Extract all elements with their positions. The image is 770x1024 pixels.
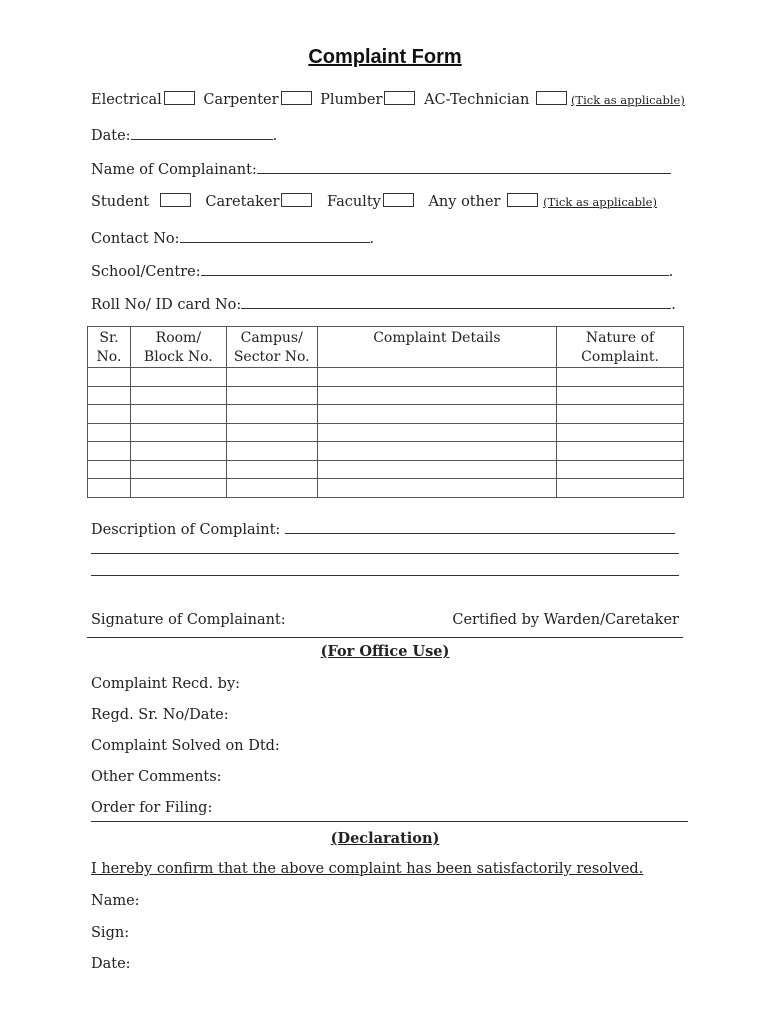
school-end: .	[668, 264, 674, 280]
name-field[interactable]	[257, 159, 671, 174]
role-faculty-label: Faculty	[327, 194, 381, 210]
header-sr-no: Sr. No.	[88, 327, 131, 368]
category-row	[91, 91, 685, 108]
description-field[interactable]	[285, 519, 675, 534]
description-row	[91, 519, 675, 538]
office-field-solved: Complaint Solved on Dtd:	[91, 738, 280, 754]
table-cell[interactable]	[130, 386, 226, 405]
complaint-table	[87, 326, 684, 498]
header-complaint-details: Complaint Details	[317, 327, 556, 368]
table-row	[88, 423, 684, 442]
office-divider	[91, 821, 688, 822]
table-cell[interactable]	[557, 368, 684, 387]
any-other-checkbox[interactable]	[507, 193, 538, 207]
signature-label: Signature of Complainant:	[91, 612, 286, 628]
certified-label: Certified by Warden/Caretaker	[452, 612, 679, 628]
caretaker-checkbox[interactable]	[281, 193, 312, 207]
table-cell[interactable]	[226, 460, 317, 479]
table-cell[interactable]	[130, 460, 226, 479]
category-plumber-label: Plumber	[320, 92, 383, 108]
table-cell[interactable]	[88, 479, 131, 498]
declaration-name-label: Name:	[91, 893, 140, 909]
table-cell[interactable]	[226, 405, 317, 424]
roll-row	[91, 294, 676, 313]
form-title: Complaint Form	[308, 46, 462, 68]
faculty-checkbox[interactable]	[383, 193, 414, 207]
table-cell[interactable]	[130, 368, 226, 387]
electrical-checkbox[interactable]	[164, 91, 195, 105]
table-cell[interactable]	[226, 368, 317, 387]
table-cell[interactable]	[226, 479, 317, 498]
declaration-heading: (Declaration)	[330, 830, 440, 847]
table-row	[88, 460, 684, 479]
description-line-2[interactable]	[91, 553, 679, 554]
table-header-row	[88, 327, 684, 368]
student-checkbox[interactable]	[160, 193, 191, 207]
table-cell[interactable]	[226, 423, 317, 442]
declaration-sign-label: Sign:	[91, 925, 130, 941]
category-carpenter-label: Carpenter	[203, 92, 279, 108]
role-student-label: Student	[91, 194, 150, 210]
table-cell[interactable]	[88, 405, 131, 424]
name-label: Name of Complainant:	[91, 162, 257, 178]
table-cell[interactable]	[88, 442, 131, 461]
table-cell[interactable]	[88, 460, 131, 479]
office-use-heading: (For Office Use)	[320, 643, 450, 660]
header-nature: Nature of Complaint.	[557, 327, 684, 368]
date-end: .	[272, 128, 278, 144]
category-electrical-label: Electrical	[91, 92, 162, 108]
description-label: Description of Complaint:	[91, 522, 281, 538]
table-cell[interactable]	[317, 460, 556, 479]
table-cell[interactable]	[88, 368, 131, 387]
table-cell[interactable]	[557, 386, 684, 405]
office-field-regd: Regd. Sr. No/Date:	[91, 707, 229, 723]
category-tick-note: (Tick as applicable)	[570, 93, 685, 107]
table-cell[interactable]	[226, 386, 317, 405]
description-line-3[interactable]	[91, 575, 679, 576]
table-row	[88, 368, 684, 387]
contact-field[interactable]	[180, 228, 370, 243]
declaration-date-label: Date:	[91, 956, 131, 972]
plumber-checkbox[interactable]	[384, 91, 415, 105]
table-cell[interactable]	[130, 405, 226, 424]
table-cell[interactable]	[557, 423, 684, 442]
table-cell[interactable]	[88, 386, 131, 405]
table-row	[88, 386, 684, 405]
header-campus-sector: Campus/ Sector No.	[226, 327, 317, 368]
date-row	[91, 125, 277, 144]
date-field[interactable]	[131, 125, 273, 140]
table-cell[interactable]	[557, 460, 684, 479]
school-row	[91, 261, 673, 280]
role-row	[91, 193, 657, 210]
table-cell[interactable]	[317, 479, 556, 498]
table-cell[interactable]	[317, 405, 556, 424]
contact-end: .	[369, 231, 375, 247]
table-cell[interactable]	[130, 479, 226, 498]
header-room-block: Room/ Block No.	[130, 327, 226, 368]
table-cell[interactable]	[317, 423, 556, 442]
table-cell[interactable]	[88, 423, 131, 442]
declaration-statement: I hereby confirm that the above complaint has been satisfactorily resolved.	[91, 861, 644, 877]
category-ac-technician-label: AC-Technician	[424, 92, 530, 108]
table-row	[88, 442, 684, 461]
table-cell[interactable]	[226, 442, 317, 461]
table-cell[interactable]	[317, 368, 556, 387]
role-caretaker-label: Caretaker	[205, 194, 280, 210]
table-row	[88, 405, 684, 424]
ac-technician-checkbox[interactable]	[536, 91, 567, 105]
roll-label: Roll No/ ID card No:	[91, 297, 242, 313]
section-divider	[87, 637, 683, 638]
table-cell[interactable]	[130, 423, 226, 442]
date-label: Date:	[91, 128, 131, 144]
table-cell[interactable]	[557, 442, 684, 461]
roll-end: .	[671, 297, 676, 313]
carpenter-checkbox[interactable]	[281, 91, 312, 105]
table-cell[interactable]	[130, 442, 226, 461]
school-label: School/Centre:	[91, 264, 201, 280]
name-row	[91, 159, 671, 178]
role-any-other-label: Any other	[428, 194, 501, 210]
roll-field[interactable]	[241, 294, 671, 309]
role-tick-note: (Tick as applicable)	[543, 195, 657, 209]
office-field-comments: Other Comments:	[91, 769, 222, 785]
school-field[interactable]	[201, 261, 669, 276]
contact-row	[91, 228, 374, 247]
table-cell[interactable]	[557, 405, 684, 424]
table-cell[interactable]	[557, 479, 684, 498]
contact-label: Contact No:	[91, 231, 180, 247]
table-row	[88, 479, 684, 498]
office-field-received: Complaint Recd. by:	[91, 676, 241, 692]
office-field-filing: Order for Filing:	[91, 800, 213, 816]
table-cell[interactable]	[317, 442, 556, 461]
table-cell[interactable]	[317, 386, 556, 405]
